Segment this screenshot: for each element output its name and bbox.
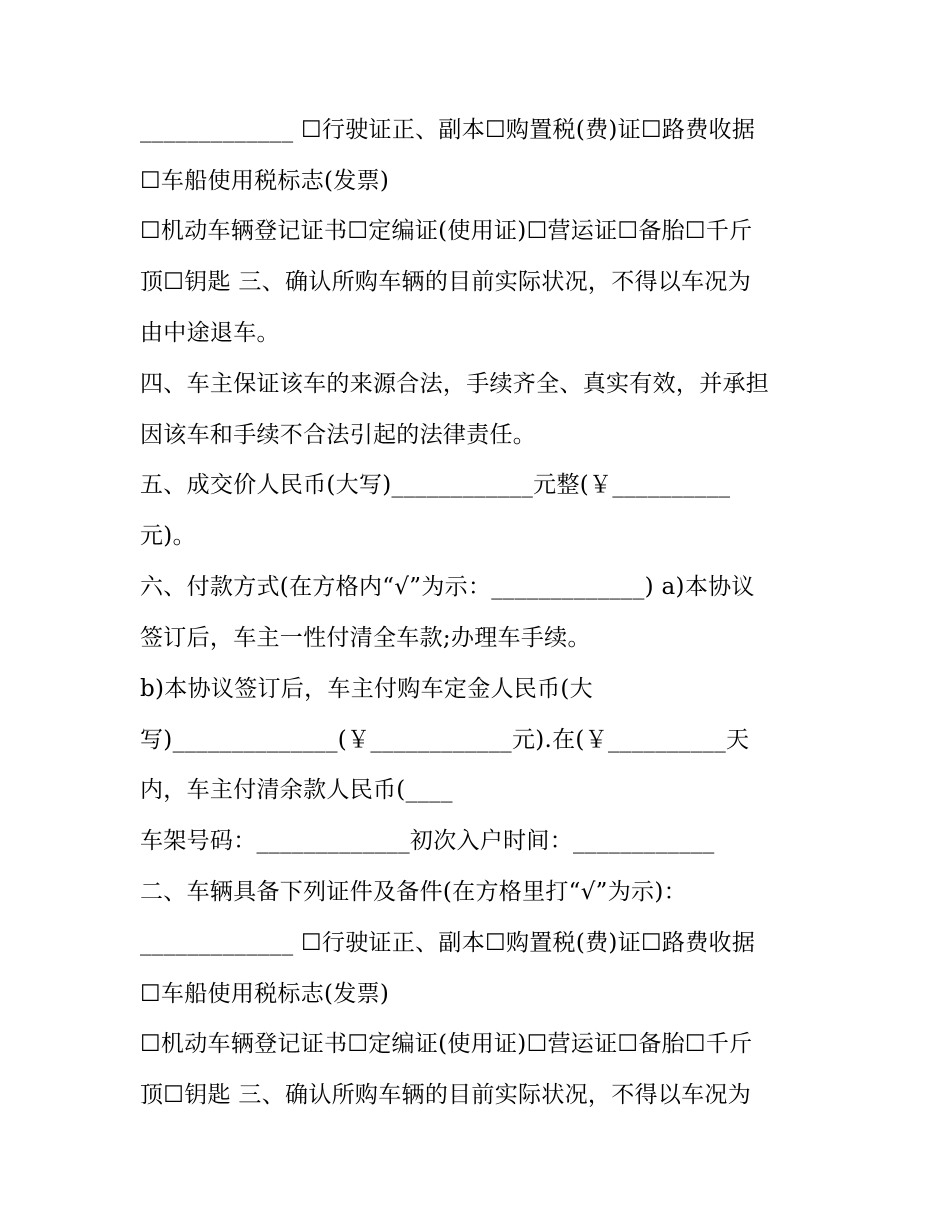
text-line: _____________ ☐行驶证正、副本☐购置税(费)证☐路费收据 xyxy=(140,117,756,143)
text-line: ☐车船使用税标志(发票) xyxy=(140,168,390,194)
text-line: ☐机动车辆登记证书☐定编证(使用证)☐营运证☐备胎☐千斤 xyxy=(140,1031,753,1057)
text-line: 由中途退车。 xyxy=(140,320,280,346)
text-line: 内，车主付清余款人民币(____ xyxy=(140,777,453,803)
text-line: ☐机动车辆登记证书☐定编证(使用证)☐营运证☐备胎☐千斤 xyxy=(140,218,753,244)
text-line: 五、成交价人民币(大写)____________元整(￥__________ xyxy=(140,472,731,498)
text-line: 顶☐钥匙 三、确认所购车辆的目前实际状况，不得以车况为 xyxy=(140,269,752,295)
text-line: 因该车和手续不合法引起的法律责任。 xyxy=(140,422,537,448)
text-line: 写)______________(￥____________元).在(￥__________天 xyxy=(140,727,750,753)
text-line: 二、车辆具备下列证件及备件(在方格里打“√”为示)： xyxy=(140,879,687,905)
text-line: _____________ ☐行驶证正、副本☐购置税(费)证☐路费收据 xyxy=(140,930,756,956)
text-line: 元)。 xyxy=(140,523,196,549)
text-line: 车架号码：_____________初次入户时间：____________ xyxy=(140,828,715,854)
text-line: b)本协议签订后，车主付购车定金人民币(大 xyxy=(140,676,593,702)
text-line: 签订后，车主一性付清全车款;办理车手续。 xyxy=(140,625,591,651)
text-line: 顶☐钥匙 三、确认所购车辆的目前实际状况，不得以车况为 xyxy=(140,1082,752,1108)
text-line: ☐车船使用税标志(发票) xyxy=(140,981,390,1007)
text-line: 六、付款方式(在方格内“√”为示：_____________) a)本协议 xyxy=(140,574,755,600)
text-line: 四、车主保证该车的来源合法，手续齐全、真实有效，并承担 xyxy=(140,371,770,397)
